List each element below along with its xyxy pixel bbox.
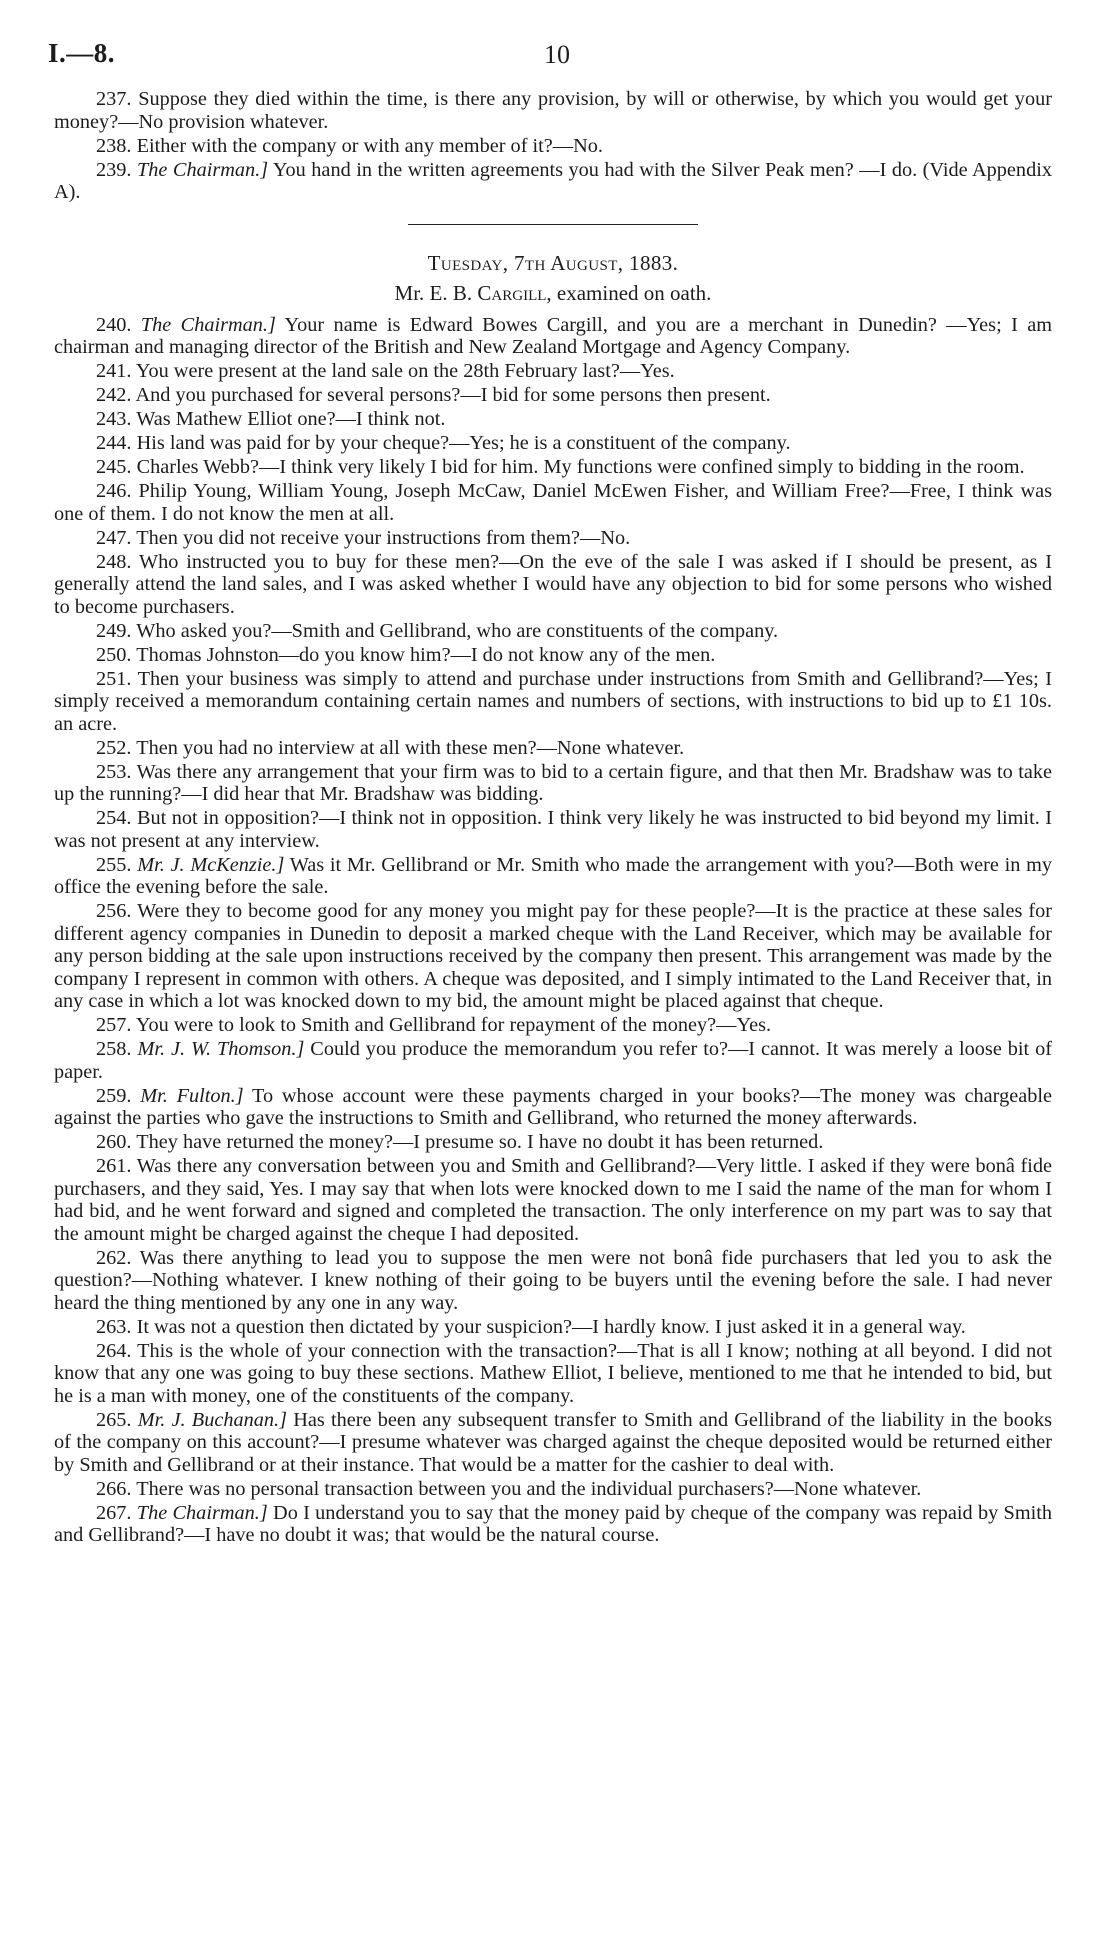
question-text: Was there any conversation between you and Smith and Gellibrand?—Very little. I asked if they were bonâ fide purchasers, and they said, Yes. I may say that when lots were knocked down to me I said the name of the man for whom I had bid, and he went forward and signed and completed the transaction. The only interference on my part was to say that the amount might be charged against the cheque I had deposited. [54,1155,1052,1245]
question-text: Suppose they died within the time, is there any provision, by will or otherwise, by which you would get your money?—No provision whatever. [54,88,1052,133]
question-number: 237. [96,88,132,110]
question-number: 257. [96,1014,132,1036]
question-paragraph [54,668,1052,736]
question-paragraph [54,644,1052,667]
question-text: It was not a question then dictated by your suspicion?—I hardly know. I just asked it in a general way. [136,1315,966,1338]
witness-name: Cargill [477,281,547,305]
question-text: Either with the company or with any member of it?—No. [136,134,603,157]
question-text: This is the whole of your connection with the transaction?—That is all I know; nothing at all beyond. I did not know that any one was going to buy these sections. Mathew Elliot, I believe, mentioned to me that he intended to bid, but he is a man with money, one of the constituents of the company. [54,1339,1052,1407]
question-paragraph [54,1478,1052,1501]
question-number: 238. [96,134,132,157]
question-number: 261. [96,1155,132,1177]
question-number: 245. [96,456,132,478]
question-number: 263. [96,1315,132,1338]
question-number: 248. [96,550,132,573]
question-text: Do I understand you to say that the money paid by cheque of the company was repaid by Smith and Gellibrand?—I have no doubt it was; that would be the natural course. [54,1501,1052,1546]
question-paragraph [54,1014,1052,1037]
witness-heading [54,282,1052,305]
question-paragraph [54,807,1052,852]
question-text: Has there been any subsequent transfer to Smith and Gellibrand of the liability in the books of the company on this account?—I presume whatever was charged against the cheque deposited would be returned either by Smith and Gellibrand or at their instance. That would be a matter for the cashier to deal with. [54,1408,1053,1476]
question-number: 239. [96,158,132,181]
question-paragraph [54,1340,1052,1408]
question-paragraph [54,408,1052,431]
question-number: 243. [96,408,132,430]
question-text: Who instructed you to buy for these men?—On the eve of the sale I was asked if I should be present, as I generally attend the land sales, and I was asked whether I would have any objection to bid for some persons who wished to become purchasers. [54,550,1052,618]
question-text: And you purchased for several persons?—I bid for some persons then present. [135,384,771,406]
question-paragraph [54,1038,1052,1083]
question-paragraph [54,360,1052,383]
question-paragraph [54,551,1052,619]
question-number: 250. [96,643,132,666]
speaker-name: The Chairman.] [136,1501,268,1524]
question-paragraph [54,480,1052,525]
speaker-name: Mr. Fulton.] [140,1084,244,1107]
question-number: 241. [96,360,132,382]
question-paragraph [54,1247,1052,1315]
question-number: 267. [96,1501,132,1524]
question-paragraph [54,1502,1052,1547]
question-paragraph [54,456,1052,479]
question-paragraph [54,1131,1052,1154]
question-number: 242. [96,384,132,406]
question-number: 264. [96,1339,132,1362]
question-paragraph [54,1316,1052,1339]
question-text: Was there any arrangement that your firm was to bid to a certain figure, and that then Mr. Bradshaw was to take up the running?—I did hear that Mr. Bradshaw was bidding. [54,760,1052,805]
question-paragraph [54,900,1052,1013]
question-number: 246. [96,480,132,502]
question-text: You hand in the written agreements you had with the Silver Peak men? —I do. (Vide Appendix A). [54,158,1052,203]
question-number: 244. [96,432,132,454]
question-paragraph [54,159,1052,204]
question-number: 258. [96,1038,132,1060]
question-paragraph [54,314,1052,359]
question-text: You were present at the land sale on the 28th February last?—Yes. [135,360,675,382]
question-text: Then your business was simply to attend and purchase under instructions from Smith and Gellibrand?—Yes; I simply received a memorandum containing certain names and numbers of sections, with instructions to bid up to £1 10s. an acre. [54,667,1052,735]
witness-prefix: Mr. E. B. [394,281,473,305]
question-text: But not in opposition?—I think not in opposition. I think very likely he was instructed to bid beyond my limit. I was not present at any interview. [54,807,1053,852]
question-text: Philip Young, William Young, Joseph McCaw, Daniel McEwen Fisher, and William Free?—Free, I think was one of them. I do not know the men at all. [54,480,1052,525]
question-number: 240. [96,313,132,336]
opening-section [54,88,1052,204]
section-divider [408,224,698,225]
question-text: Then you had no interview at all with these men?—None whatever. [136,736,685,759]
question-number: 260. [96,1131,132,1153]
question-text: There was no personal transaction between you and the individual purchasers?—None whatever. [136,1477,922,1500]
question-paragraph [54,854,1052,899]
testimony-section [54,314,1052,1547]
document-body [54,88,1052,1548]
question-text: Who asked you?—Smith and Gellibrand, who are constituents of the company. [136,619,779,642]
page-header [48,38,1066,74]
question-text: Then you did not receive your instructions from them?—No. [136,526,631,549]
question-number: 249. [96,619,132,642]
question-text: Was there anything to lead you to suppose the men were not bonâ fide purchasers that led you to ask the question?—Nothing whatever. I knew nothing of their going to be buyers until the evening before the sale. I had never heard the thing mentioned by any one in any way. [54,1246,1052,1314]
question-paragraph [54,1409,1052,1477]
question-paragraph [54,761,1052,806]
question-number: 256. [96,900,132,922]
question-text: You were to look to Smith and Gellibrand for repayment of the money?—Yes. [135,1014,772,1036]
question-number: 265. [96,1408,132,1431]
paper-reference: I.—8. [48,38,116,68]
question-number: 255. [96,853,132,876]
question-paragraph [54,135,1052,158]
question-text: Your name is Edward Bowes Cargill, and you are a merchant in Dunedin? —Yes; I am chairman and managing director of the British and New Zealand Mortgage and Agency Company. [54,313,1052,358]
question-number: 251. [96,667,132,690]
session-date: Tuesday, 7th August, 1883. [427,250,679,275]
question-paragraph [54,384,1052,407]
question-text: They have returned the money?—I presume so. I have no doubt it has been returned. [136,1131,824,1153]
question-number: 266. [96,1477,132,1500]
question-text: Thomas Johnston—do you know him?—I do not know any of the men. [136,643,716,666]
witness-suffix: , examined on oath. [546,281,712,305]
speaker-name: Mr. J. McKenzie.] [137,853,285,876]
speaker-name: Mr. J. Buchanan.] [137,1408,288,1431]
question-number: 262. [96,1246,132,1269]
question-paragraph [54,1155,1052,1245]
question-number: 252. [96,736,132,759]
question-text: Charles Webb?—I think very likely I bid for him. My functions were confined simply to bidding in the room. [136,456,1025,478]
question-text: Could you produce the memorandum you refer to?—I cannot. It was merely a loose bit of paper. [54,1038,1052,1083]
question-paragraph [54,88,1052,133]
question-text: Was Mathew Elliot one?—I think not. [136,408,446,430]
question-number: 259. [96,1084,132,1107]
question-text: Were they to become good for any money you might pay for these people?—It is the practice at these sales for different agency companies in Dunedin to deposit a marked cheque with the Land Receiver, which may be available for any person bidding at the sale upon instructions received by the company then present. This arrangement was made by the company I represent in common with others. A cheque was deposited, and I simply intimated to the Land Receiver that, in any case in which a lot was knocked down to my bid, the amount might be placed against that cheque. [54,900,1052,1012]
question-paragraph [54,527,1052,550]
question-paragraph [54,1085,1052,1130]
speaker-name: The Chairman.] [140,313,276,336]
question-paragraph [54,737,1052,760]
question-text: His land was paid for by your cheque?—Yes; he is a constituent of the company. [136,432,791,454]
question-number: 254. [96,807,132,829]
question-number: 247. [96,526,132,549]
question-text: To whose account were these payments charged in your books?—The money was chargeable against the parties who gave the instructions to Smith and Gellibrand, who returned the money afterwards. [54,1084,1052,1129]
question-paragraph [54,620,1052,643]
page-number: 10 [544,40,570,69]
speaker-name: The Chairman.] [137,158,269,181]
speaker-name: Mr. J. W. Thomson.] [137,1038,305,1060]
question-number: 253. [96,760,132,783]
question-text: Was it Mr. Gellibrand or Mr. Smith who made the arrangement with you?—Both were in my office the evening before the sale. [54,853,1052,898]
question-paragraph [54,432,1052,455]
